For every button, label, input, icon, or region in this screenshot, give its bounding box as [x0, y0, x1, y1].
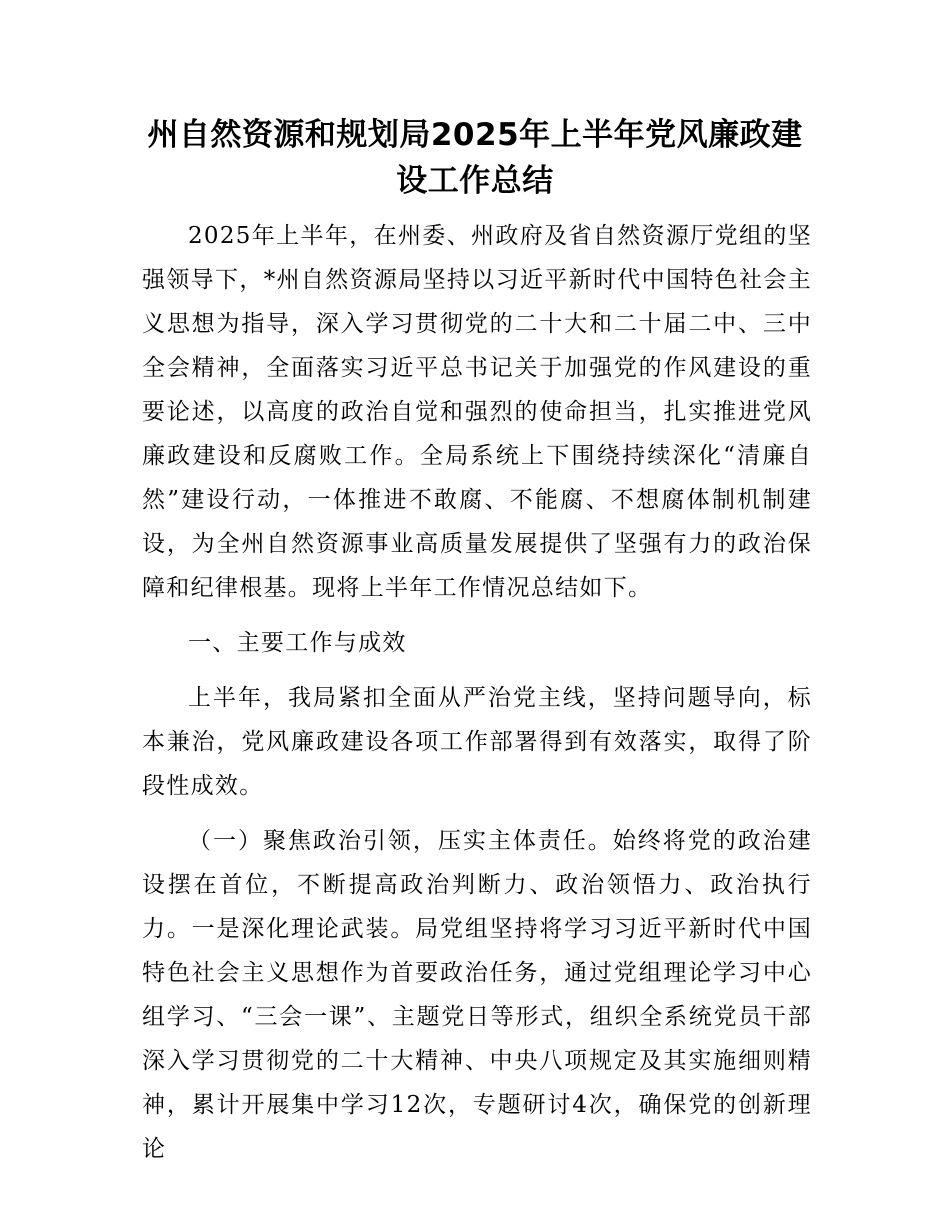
subsection-paragraph: （一）聚焦政治引领，压实主体责任。始终将党的政治建设摆在首位，不断提高政治判断力、政治领悟力、政治执行力。一是深化理论武装。局党组坚持将学习习近平新时代中国特色社会主义思想作为首要政治任务，通过党组理论学习中心组学习、“三会一课”、主题党日等形式，组织全系统党员干部深入学习贯彻党的二十大精神、中央八项规定及其实施细则精神，累计开展集中学习12次，专题研讨4次，确保党的创新理论	[142, 828, 812, 1162]
intro-paragraph: 2025年上半年，在州委、州政府及省自然资源厅党组的坚强领导下，*州自然资源局坚持以习近平新时代中国特色社会主义思想为指导，深入学习贯彻党的二十大和二十届二中、三中全会精神，全面落实习近平总书记关于加强党的作风建设的重要论述，以高度的政治自觉和强烈的使命担当，扎实推进党风廉政建设和反腐败工作。全局系统上下围绕持续深化“清廉自然”建设行动，一体推进不敢腐、不能腐、不想腐体制机制建设，为全州自然资源事业高质量发展提供了坚强有力的政治保障和纪律根基。现将上半年工作情况总结如下。	[142, 223, 812, 601]
section-summary-paragraph: 上半年，我局紧扣全面从严治党主线，坚持问题导向，标本兼治，党风廉政建设各项工作部署得到有效落实，取得了阶段性成效。	[142, 685, 812, 799]
section-heading: 一、主要工作与成效	[188, 630, 407, 656]
document-title: 州自然资源和规划局2025年上半年党风廉政建设工作总结	[147, 117, 803, 199]
document-body	[142, 214, 812, 1171]
